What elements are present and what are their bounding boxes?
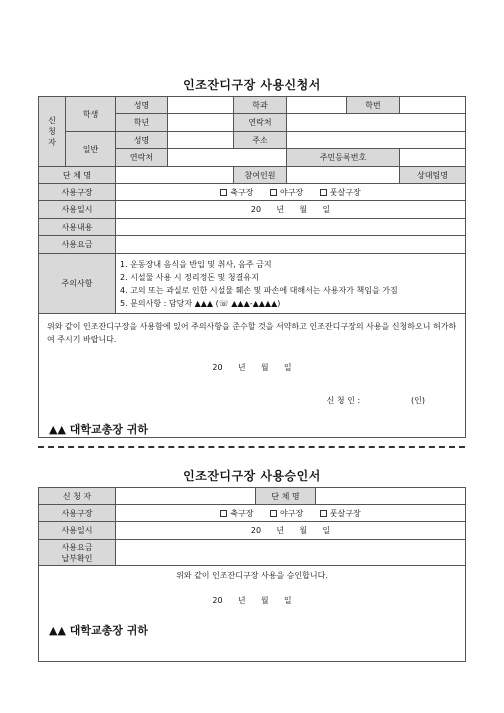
address-label: 주소	[234, 132, 287, 149]
application-title: 인조잔디구장 사용신청서	[183, 78, 321, 92]
datetime-label: 사용일시	[39, 201, 116, 219]
student-contact-field[interactable]	[287, 114, 466, 132]
grade-field[interactable]	[168, 114, 234, 132]
approval-team-field[interactable]	[316, 488, 466, 505]
applicant-label: 신 청 자	[39, 97, 66, 167]
participants-label: 참여인원	[234, 167, 287, 184]
approval-title: 인조잔디구장 사용승인서	[183, 469, 321, 483]
fee-field[interactable]	[116, 236, 466, 254]
fee-confirm-label: 사용요금 납부확인	[39, 540, 116, 566]
datetime-field[interactable]: 20 년 월 일	[116, 201, 466, 219]
approval-recipient-line: ▲▲ 대학교총장 귀하	[49, 624, 148, 637]
application-form	[38, 96, 466, 438]
sign-date: 20 년 월 일	[212, 363, 292, 372]
approval-applicant-field[interactable]	[116, 488, 256, 505]
approval-team-label: 단 체 명	[256, 488, 316, 505]
name-label: 성명	[116, 97, 168, 114]
venue-option-soccer[interactable]: 축구장	[220, 188, 253, 197]
caution-notes	[116, 254, 466, 314]
caution-label: 주의사항	[39, 254, 116, 314]
venue-options	[116, 184, 466, 201]
checkbox-icon[interactable]	[320, 510, 327, 517]
checkbox-icon[interactable]	[220, 510, 227, 517]
dept-field[interactable]	[287, 97, 347, 114]
content-field[interactable]	[116, 219, 466, 236]
opponent-label: 상대팀명	[400, 167, 466, 184]
general-contact-field[interactable]	[168, 149, 287, 167]
recipient-line: ▲▲ 대학교총장 귀하	[49, 423, 148, 436]
approval-form	[38, 487, 466, 662]
contact-label: 연락처	[234, 114, 287, 132]
venue-option-futsal[interactable]: 풋살구장	[320, 188, 361, 197]
approval-applicant-label: 신 청 자	[39, 488, 116, 505]
address-field[interactable]	[287, 132, 466, 149]
statement-text: 위와 같이 인조잔디구장을 사용함에 있어 주의사항을 준수할 것을 서약하고 인조잔디구장의 사용을 신청하오니 허가하여 주시기 바랍니다.	[47, 322, 457, 344]
approval-datetime-field[interactable]: 20 년 월 일	[116, 522, 466, 540]
approval-venue-soccer[interactable]: 축구장	[220, 509, 253, 518]
note-item: 1. 운동장내 음식을 반입 및 취사, 음주 금지	[120, 259, 272, 269]
student-label: 학생	[66, 97, 116, 132]
approval-venue-futsal[interactable]: 풋살구장	[320, 509, 361, 518]
team-name-label: 단 체 명	[39, 167, 116, 184]
checkbox-icon[interactable]	[220, 189, 227, 196]
note-item: 2. 시설물 사용 시 정리정돈 및 청결유지	[120, 272, 259, 282]
general-label: 일반	[66, 132, 116, 167]
grade-label: 학년	[116, 114, 168, 132]
statement-block	[39, 314, 466, 438]
fee-label: 사용요금	[39, 236, 116, 254]
student-id-label: 학번	[347, 97, 400, 114]
resident-no-field[interactable]	[400, 149, 466, 167]
content-label: 사용내용	[39, 219, 116, 236]
student-id-field[interactable]	[400, 97, 466, 114]
approval-datetime-label: 사용일시	[39, 522, 116, 540]
student-name-field[interactable]	[168, 97, 234, 114]
checkbox-icon[interactable]	[320, 189, 327, 196]
checkbox-icon[interactable]	[270, 510, 277, 517]
note-item: 5. 문의사항 : 담당자 ▲▲▲ (☏ ▲▲▲-▲▲▲▲)	[120, 298, 281, 308]
approval-statement-block	[39, 566, 466, 662]
approval-sign-date: 20 년 월 일	[212, 596, 292, 605]
venue-option-baseball[interactable]: 야구장	[270, 188, 303, 197]
venue-label: 사용구장	[39, 184, 116, 201]
fee-confirm-field[interactable]	[116, 540, 466, 566]
section-divider	[38, 446, 465, 448]
participants-field[interactable]	[287, 167, 400, 184]
note-item: 4. 고의 또는 과실로 인한 시설물 훼손 및 파손에 대해서는 사용자가 책임을 가짐	[120, 285, 398, 295]
team-name-field[interactable]	[116, 167, 234, 184]
approval-statement-text: 위와 같이 인조잔디구장 사용을 승인합니다.	[176, 571, 328, 580]
signer-line: 신 청 인 : (인)	[326, 396, 425, 405]
checkbox-icon[interactable]	[270, 189, 277, 196]
dept-label: 학과	[234, 97, 287, 114]
approval-venue-baseball[interactable]: 야구장	[270, 509, 303, 518]
approval-venue-options	[116, 505, 466, 522]
resident-no-label: 주민등록번호	[287, 149, 400, 167]
general-name-label: 성명	[116, 132, 168, 149]
approval-venue-label: 사용구장	[39, 505, 116, 522]
general-contact-label: 연락처	[116, 149, 168, 167]
general-name-field[interactable]	[168, 132, 234, 149]
